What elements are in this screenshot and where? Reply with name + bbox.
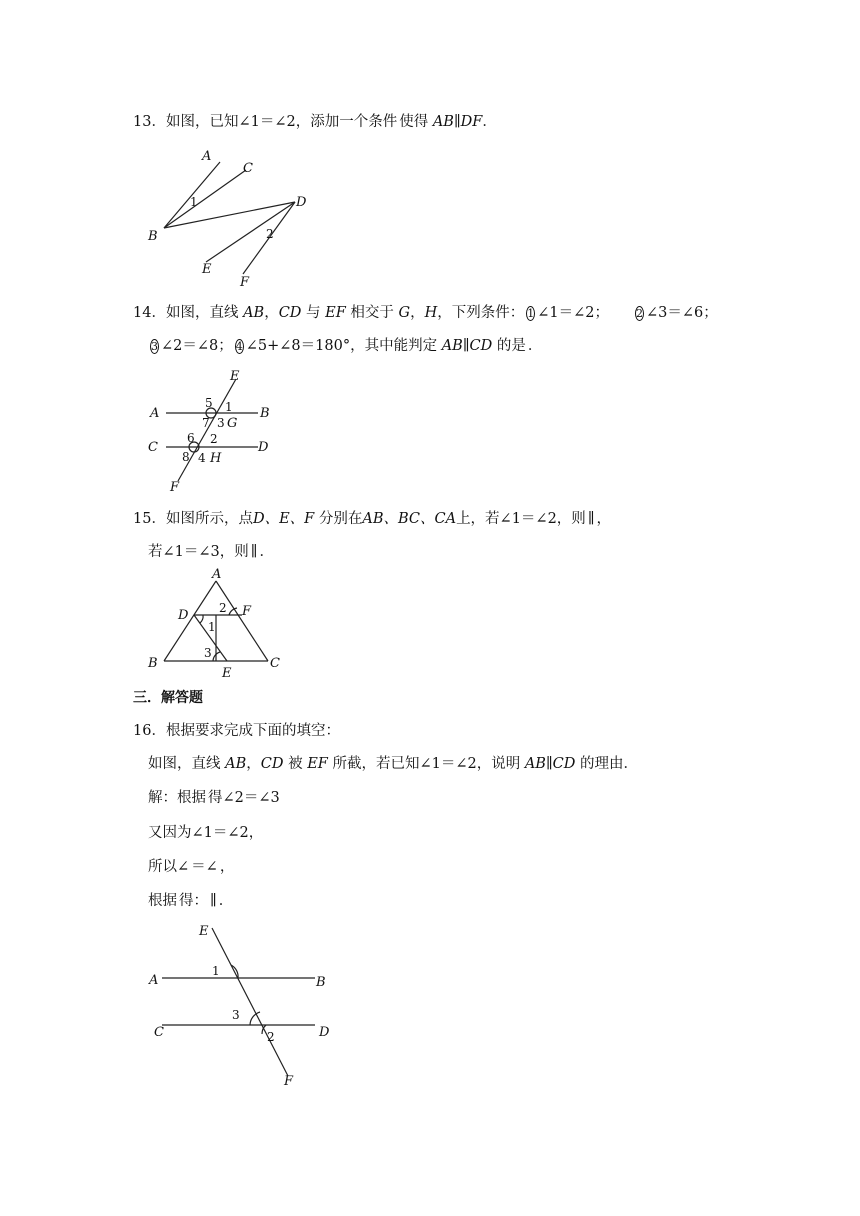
q16-angle-2: 2 — [267, 1030, 275, 1044]
q15-figure — [140, 563, 300, 683]
q14-angle-1: 1 — [225, 400, 233, 414]
q16-label-a: A — [149, 973, 159, 988]
q13-label-f: F — [240, 275, 250, 290]
q14-angle-4: 4 — [198, 451, 206, 465]
q15-label-d: D — [178, 608, 189, 623]
q13-label-e: E — [202, 262, 212, 277]
q16-step-2: 又因为∠1＝∠2， — [148, 825, 264, 841]
q13-label-a: A — [202, 149, 212, 164]
q15-label-a: A — [212, 567, 222, 582]
q16-figure — [140, 918, 360, 1093]
q14-label-f: F — [170, 480, 180, 495]
q14-label-b: B — [260, 406, 270, 421]
q14-angle-8: 8 — [182, 450, 190, 464]
q13-label-c: C — [243, 161, 253, 176]
q15-label-b: B — [148, 656, 158, 671]
q14-label-a: A — [150, 406, 160, 421]
q16-intro: 16．根据要求完成下面的填空： — [133, 723, 340, 739]
q14-text-line2: 3 ∠2＝∠8； 4 ∠5+∠8＝180°，其中能判定 AB∥CD 的是 ． — [151, 338, 543, 354]
q14-angle-6: 6 — [187, 431, 195, 445]
q13-text: 13．如图，已知∠1＝∠2，添加一个条件 使得 AB∥DF． — [133, 114, 497, 130]
q14-label-g: G — [227, 416, 238, 431]
q14-label-c: C — [148, 440, 158, 455]
q13-angle-2: 2 — [266, 227, 274, 241]
q14-text-line1: 14．如图，直线 AB，CD 与 EF 相交于 G，H，下列条件： 1 ∠1＝∠2； 2 ∠3＝∠6； — [133, 305, 718, 321]
q16-label-c: C — [154, 1025, 164, 1040]
q14-label-e: E — [230, 369, 240, 384]
q16-label-f: F — [284, 1074, 294, 1089]
q16-label-d: D — [319, 1025, 330, 1040]
q14-angle-5: 5 — [205, 396, 213, 410]
q14-label-d: D — [258, 440, 269, 455]
q15-angle-2: 2 — [219, 601, 227, 615]
section-heading: 三．解答题 — [133, 690, 203, 706]
q13-label-b: B — [148, 229, 158, 244]
q14-angle-2: 2 — [210, 432, 218, 446]
q15-label-e: E — [222, 666, 232, 681]
q16-label-b: B — [316, 975, 326, 990]
q15-label-f: F — [242, 604, 252, 619]
circled-1: 1 — [527, 306, 535, 320]
q14-angle-7: 7 — [202, 416, 210, 430]
q16-step-4: 根据 得： ∥ ． — [148, 893, 234, 909]
q16-angle-3: 3 — [232, 1008, 240, 1022]
q15-angle-3: 3 — [204, 646, 212, 660]
q13-figure — [140, 140, 340, 290]
circled-2: 2 — [636, 306, 644, 320]
q16-step-1: 解：根据 得∠2＝∠3 — [148, 790, 280, 806]
q16-statement: 如图，直线 AB，CD 被 EF 所截，若已知∠1＝∠2，说明 AB∥CD 的理由． — [148, 756, 638, 772]
q13-number: 13． — [133, 114, 166, 130]
circled-3: 3 — [151, 339, 158, 353]
q16-step-3: 所以∠ ＝∠ ， — [148, 859, 235, 875]
q14-angle-3: 3 — [217, 416, 225, 430]
q16-angle-1: 1 — [212, 964, 220, 978]
q14-figure — [140, 365, 290, 495]
q14-label-h: H — [210, 451, 222, 466]
q15-text-line2: 若∠1＝∠3，则 ∥ ． — [148, 544, 274, 560]
circled-4: 4 — [235, 339, 243, 353]
q16-label-e: E — [199, 924, 209, 939]
q15-label-c: C — [270, 656, 280, 671]
q13-angle-1: 1 — [190, 195, 198, 209]
q15-text-line1: 15．如图所示，点D、E、F 分别在AB、BC、CA上，若∠1＝∠2，则 ∥ ， — [133, 511, 612, 527]
q15-angle-1: 1 — [208, 620, 216, 634]
q13-label-d: D — [296, 195, 307, 210]
